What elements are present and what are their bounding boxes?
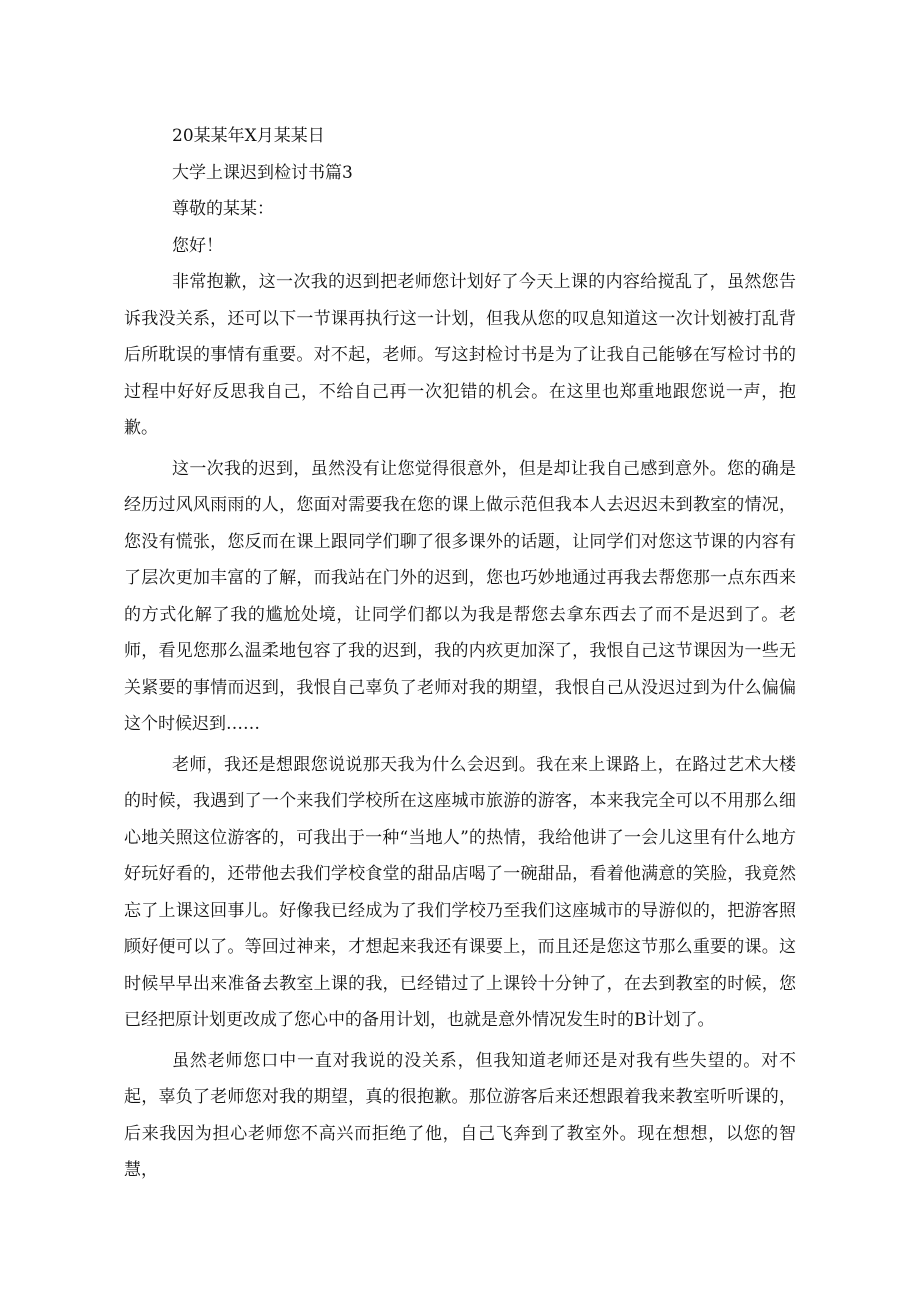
greeting: 您好！: [172, 235, 223, 256]
document-title: 大学上课迟到检讨书篇3: [172, 162, 353, 183]
paragraph-apology: 非常抱歉，这一次我的迟到把老师您计划好了今天上课的内容给搅乱了，虽然您告诉我没关系，还可以下一节课再执行这一计划，但我从您的叹息知道这一次计划被打乱背后所耽误的事情有重要。对不起，老师。写这封检讨书是为了让我自己能够在写检讨书的过程中好好反思我自己，不给自己再一次犯错的机会。在这里也郑重地跟您说一声，抱歉。: [124, 272, 796, 438]
paragraph-reflection: 这一次我的迟到，虽然没有让您觉得很意外，但是却让我自己感到意外。您的确是经历过风风雨雨的人，您面对需要我在您的课上做示范但我本人去迟迟未到教室的情况，您没有慌张，您反而在课上跟同学们聊了很多课外的话题，让同学们对您这节课的内容有了层次更加丰富的了解，而我站在门外的迟到，您也巧妙地通过再我去帮您那一点东西来的方式化解了我的尴尬处境，让同学们都以为我是帮您去拿东西去了而不是迟到了。老师，看见您那么温柔地包容了我的迟到，我的内疚更加深了，我恨自己这节课因为一些无关紧要的事情而迟到，我恨自己辜负了老师对我的期望，我恨自己从没迟过到为什么偏偏这个时候迟到……: [124, 458, 796, 734]
date-line: 20某某年X月某某日: [172, 126, 325, 146]
document-body: [124, 118, 796, 1191]
paragraph-regret: 虽然老师您口中一直对我说的没关系，但我知道老师还是对我有些失望的。对不起，辜负了老师您对我的期望，真的很抱歉。那位游客后来还想跟着我来教室听听课的，后来我因为担心老师您不高兴而拒绝了他，自己飞奔到了教室外。现在想想，以您的智慧，: [124, 1050, 796, 1180]
paragraph-reason: 老师，我还是想跟您说说那天我为什么会迟到。我在来上课路上，在路过艺术大楼的时候，我遇到了一个来我们学校所在这座城市旅游的游客，本来我完全可以不用那么细心地关照这位游客的，可我出于一种“当地人”的热情，我给他讲了一会儿这里有什么地方好玩好看的，还带他去我们学校食堂的甜品店喝了一碗甜品，看着他满意的笑脸，我竟然忘了上课这回事儿。好像我已经成为了我们学校乃至我们这座城市的导游似的，把游客照顾好便可以了。等回过神来，才想起来我还有课要上，而且还是您这节那么重要的课。这时候早早出来准备去教室上课的我，已经错过了上课铃十分钟了，在去到教室的时候，您已经把原计划更改成了您心中的备用计划，也就是意外情况发生时的B计划了。: [124, 754, 796, 1030]
salutation: 尊敬的某某：: [172, 199, 274, 219]
